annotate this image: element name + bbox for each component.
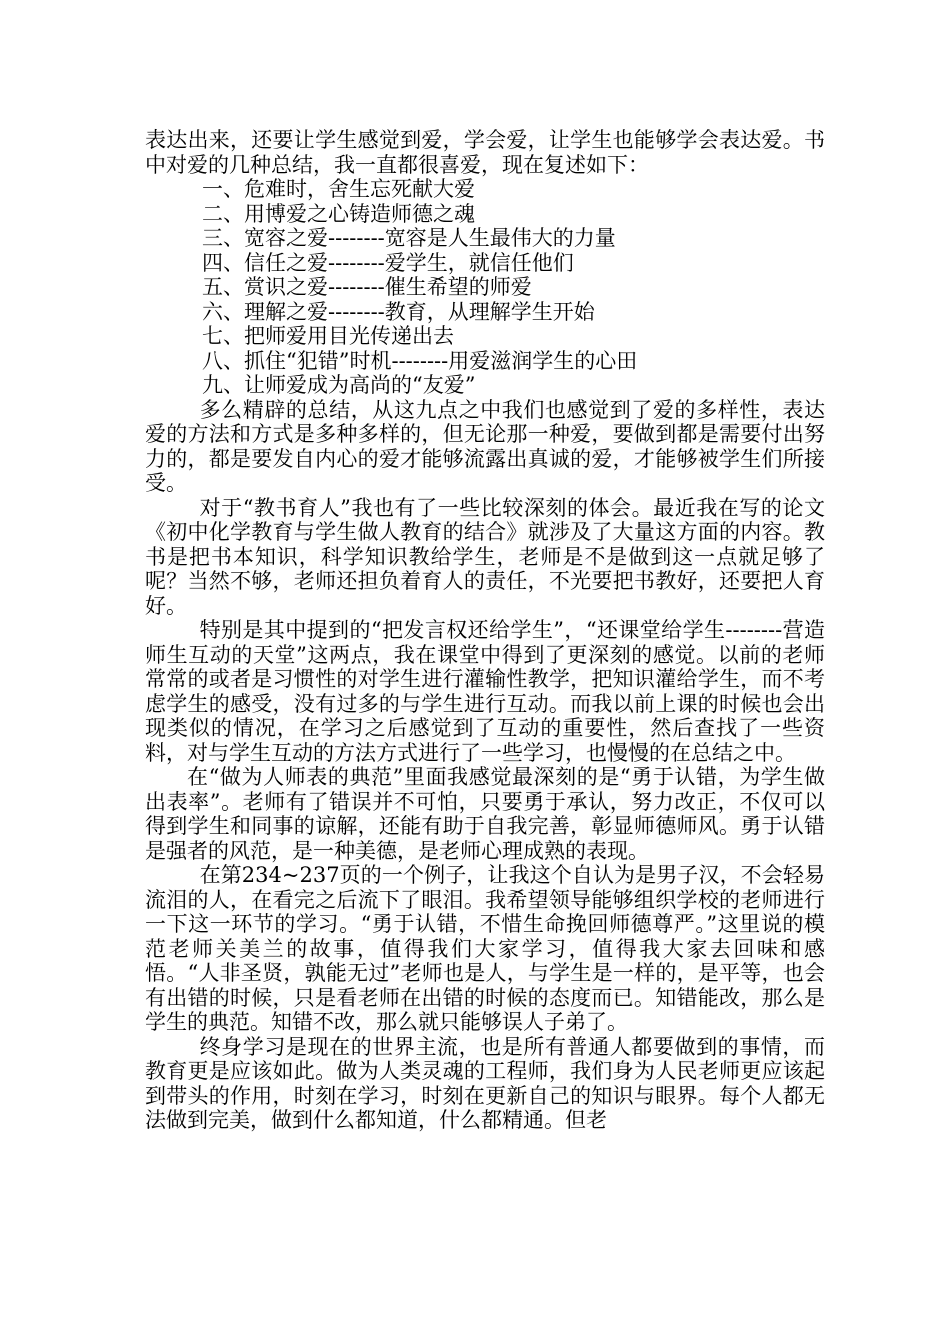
list-item: 八、抓住“犯错”时机--------用爱滋润学生的心田	[202, 348, 638, 373]
list-item: 九、让师爱成为高尚的“友爱”	[202, 373, 476, 397]
list-item: 二、用博爱之心铸造师德之魂	[202, 201, 475, 226]
list-item: 七、把师爱用目光传递出去	[202, 324, 454, 348]
document-page	[145, 128, 825, 1133]
list-item: 五、赏识之爱--------催生希望的师爱	[202, 275, 532, 299]
body-paragraph: 在第234~237页的一个例子，让我这个自认为是男子汉，不会轻易流泪的人，在看完之后流下了眼泪。我希望领导能够组织学校的老师进行一下这一环节的学习。“勇于认错，不惜生命挽回师德尊严。”这里说的模范老师关美兰的故事，值得我们大家学习，值得我大家去回味和感悟。“人非圣贤，孰能无过”老师也是人，与学生是一样的，是平等，也会有出错的时候，只是看老师在出错的时候的态度而已。知错能改，那么是学生的典范。知错不改，那么就只能够误人子弟了。	[145, 863, 825, 1034]
body-paragraph: 特别是其中提到的“把发言权还给学生”，“还课堂给学生--------营造师生互动的天堂”这两点，我在课堂中得到了更深刻的感觉。以前的老师常常的或者是习惯性的对学生进行灌输性教学，把知识灌给学生，而不考虑学生的感受，没有过多的与学生进行互动。而我以前上课的时候也会出现类似的情况，在学习之后感觉到了互动的重要性，然后查找了一些资料，对与学生互动的方法方式进行了一些学习，也慢慢的在总结之中。	[145, 618, 825, 765]
body-paragraph: 对于“教书育人”我也有了一些比较深刻的体会。最近我在写的论文《初中化学教育与学生做人教育的结合》就涉及了大量这方面的内容。教书是把书本知识，科学知识教给学生，老师是不是做到这一点就足够了呢？当然不够，老师还担负着育人的责任，不光要把书教好，还要把人育好。	[145, 495, 825, 618]
list-item: 一、危难时，舍生忘死献大爱	[202, 177, 475, 201]
list-item: 四、信任之爱--------爱学生，就信任他们	[202, 250, 574, 275]
body-paragraph: 多么精辟的总结，从这九点之中我们也感觉到了爱的多样性，表达爱的方法和方式是多种多样的，但无论那一种爱，要做到都是需要付出努力的，都是要发自内心的爱才能够流露出真诚的爱，才能够被学生们所接受。	[145, 397, 825, 495]
body-paragraph: 终身学习是现在的世界主流，也是所有普通人都要做到的事情，而教育更是应该如此。做为人类灵魂的工程师，我们身为人民老师更应该起到带头的作用，时刻在学习，时刻在更新自己的知识与眼界。每个人都无法做到完美，做到什么都知道，什么都精通。但老	[145, 1034, 825, 1132]
list-item: 六、理解之爱--------教育，从理解学生开始	[202, 299, 595, 324]
love-summary-list	[145, 177, 825, 398]
body-paragraph: 在“做为人师表的典范”里面我感觉最深刻的是“勇于认错，为学生做出表率”。老师有了错误并不可怕，只要勇于承认，努力改正，不仅可以得到学生和同事的谅解，还能有助于自我完善，彰显师德师风。勇于认错是强者的风范，是一种美德，是老师心理成熟的表现。	[145, 765, 825, 863]
intro-paragraph: 表达出来，还要让学生感觉到爱，学会爱，让学生也能够学会表达爱。书中对爱的几种总结，我一直都很喜爱，现在复述如下：	[145, 128, 825, 177]
list-item: 三、宽容之爱--------宽容是人生最伟大的力量	[202, 226, 616, 250]
